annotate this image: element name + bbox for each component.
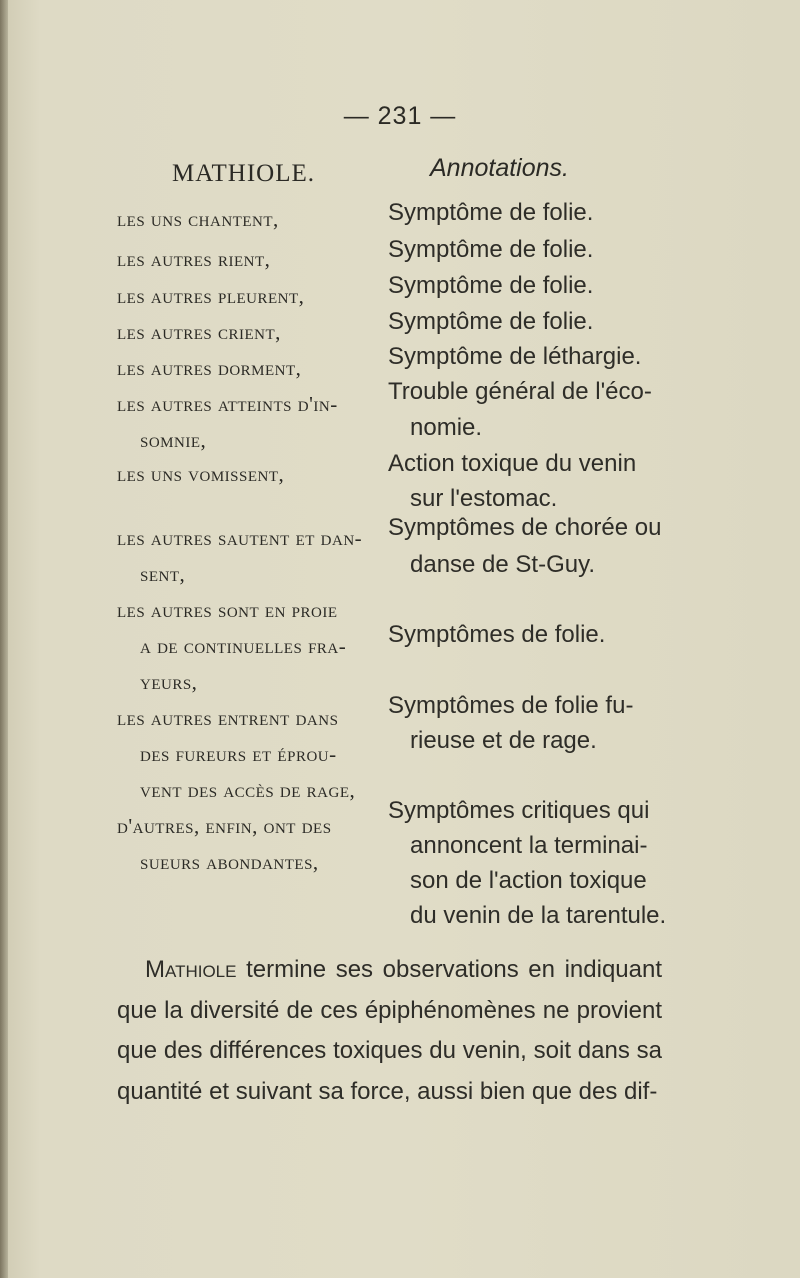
- left-line: vent des accès de rage,: [140, 778, 356, 802]
- page-number: — 231 —: [343, 102, 457, 130]
- left-line: les autres sautent et dan-: [117, 526, 363, 550]
- right-column-heading: Annotations.: [430, 154, 569, 182]
- left-line: somnie,: [140, 428, 207, 452]
- right-line: danse de St-Guy.: [410, 551, 595, 578]
- left-line: sent,: [140, 562, 186, 586]
- right-line: annoncent la terminai-: [410, 832, 648, 859]
- right-line: nomie.: [410, 414, 483, 441]
- left-line: des fureurs et éprou-: [140, 742, 337, 766]
- left-line: les autres atteints d'in-: [117, 392, 338, 416]
- left-line: sueurs abondantes,: [140, 850, 319, 874]
- left-line: les uns chantent,: [117, 207, 279, 231]
- right-line: Symptômes de folie.: [388, 621, 606, 648]
- right-line: Trouble général de l'éco-: [388, 378, 652, 405]
- right-line: Symptôme de folie.: [388, 272, 594, 299]
- left-line: les autres entrent dans: [117, 706, 339, 730]
- left-line: les autres dorment,: [117, 356, 302, 380]
- right-line: Symptôme de léthargie.: [388, 343, 642, 370]
- right-line: sur l'estomac.: [410, 485, 558, 512]
- right-line: Symptômes de chorée ou: [388, 514, 662, 541]
- left-column-heading: MATHIOLE.: [172, 160, 316, 187]
- left-line: les uns vomissent,: [117, 462, 285, 486]
- paragraph-lead-name: Mathiole: [145, 956, 237, 983]
- right-line: Symptômes de folie fu-: [388, 692, 634, 719]
- right-line: son de l'action toxique: [410, 867, 647, 894]
- right-line: Action toxique du venin: [388, 450, 637, 477]
- right-line: rieuse et de rage.: [410, 727, 597, 754]
- body-paragraph: [117, 950, 662, 1112]
- right-line: Symptôme de folie.: [388, 236, 594, 263]
- left-line: les autres sont en proie: [117, 598, 338, 622]
- right-line: Symptôme de folie.: [388, 308, 594, 335]
- right-line: Symptôme de folie.: [388, 199, 594, 226]
- page-spine-shadow: [0, 0, 8, 1278]
- right-line: Symptômes critiques qui: [388, 797, 650, 824]
- left-line: yeurs,: [140, 670, 198, 694]
- right-line: du venin de la tarentule.: [410, 902, 667, 929]
- left-line: d'autres, enfin, ont des: [117, 814, 332, 838]
- paragraph-text: termine ses observations en indiquant que la diversité de ces épiphénomènes ne provient que des différences toxiques du venin, soit dans sa quantité et suivant sa force, aussi bien que des dif-: [117, 956, 662, 1105]
- left-line: les autres rient,: [117, 247, 271, 271]
- left-line: les autres crient,: [117, 320, 281, 344]
- left-line: a de continuelles fra-: [140, 634, 347, 658]
- left-line: les autres pleurent,: [117, 284, 305, 308]
